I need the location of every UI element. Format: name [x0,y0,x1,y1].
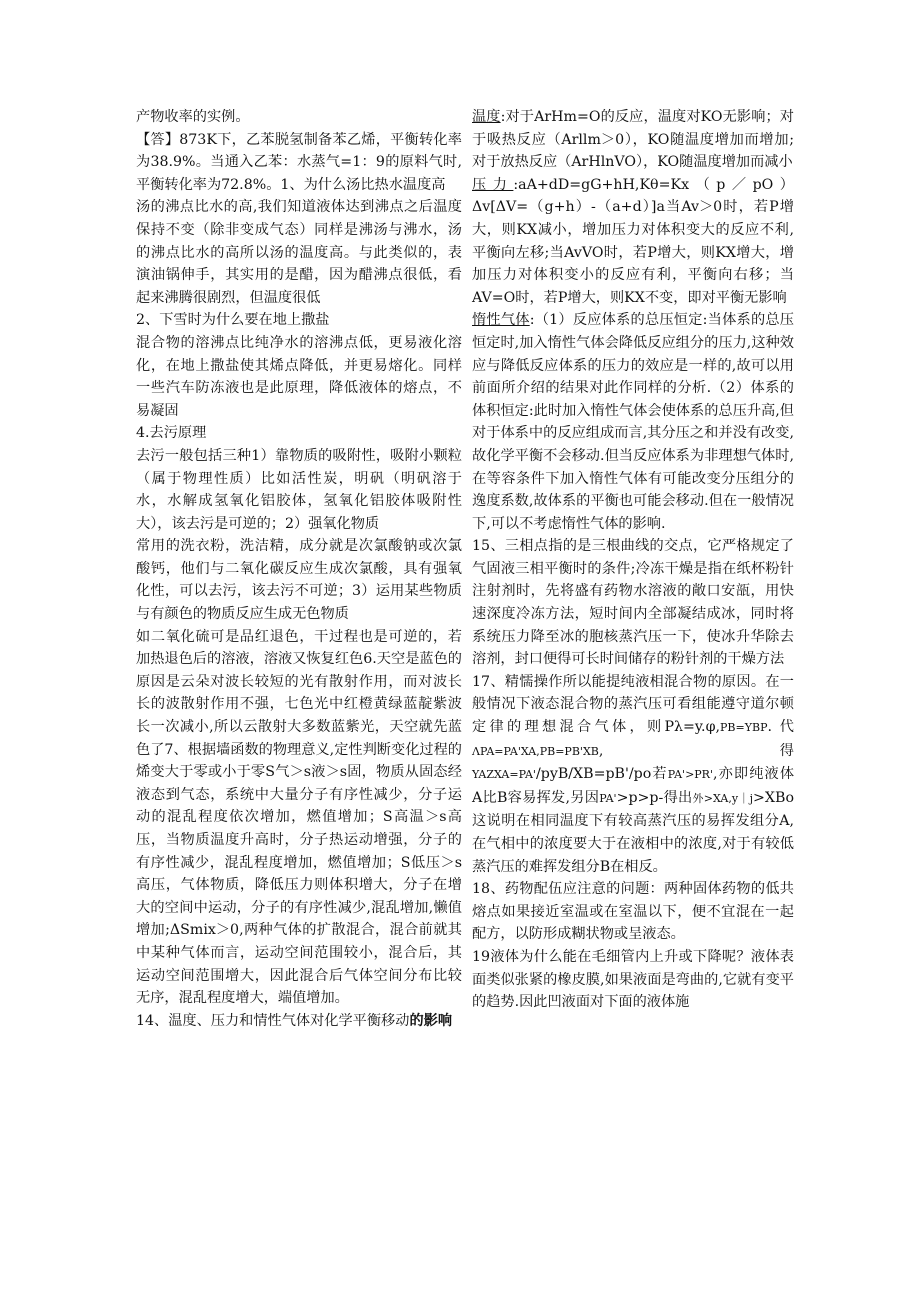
heading-decontamination: 4.去污原理 [136,425,207,442]
paragraph-decontamination-1: 去污一般包括三种1）靠物质的吸附性，吸附小颗粒（属于物理性质）比如活性炭，明矾（明矾溶于水，水解成氢氧化铝胶体，氢氧化铝胶体吸附性大），该去污是可逆的；2）强氧化物质 [136,447,462,532]
label-temperature: 温度 [472,109,501,125]
paragraph-salt: 混合物的溶沸点比纯净水的溶沸点低，更易液化溶化，在地上撒盐使其烯点降低，并更易熔化。同样一些汽车防冻液也是此原理，降低液体的熔点，不易凝固 [136,334,462,419]
formula-5: PA' [599,791,617,805]
formula-3: YAZXA=PA' [472,768,536,782]
formula-2: ΛPA=PA'XA,PB=PB'XB [472,744,599,758]
formula-1: PB=YBP [720,721,768,735]
heading-equilibrium-text: 14、温度、压力和情性气体对化学平衡移动 [136,1012,410,1029]
label-pressure: 压力 [472,176,514,193]
rectification-mid-6: >XBo这说明在相同温度下有较高蒸汽压的易挥发组分A,在气相中的浓度要大于在液相中的浓度,对于有较低蒸汽压的难挥发组分B在相反。 [472,789,794,875]
paragraph-answer [136,129,462,197]
rectification-text: 17、精懦操作所以能提纯液相混合物的原因。在一般情况下液态混合物的蒸汽压可看组能遵守道尔顿定律的理想混合气体，则Pλ=y.φ, [472,673,794,736]
heading-equilibrium-bold: 的影响 [409,1012,453,1029]
text-inert-gas: :（1）反应体系的总压恒定:当体系的总压恒定时,加入惰性气体会降低反应组分的压力,这种效应与降低反应体系的压力的效应是一样的,故可以用前面所介绍的结果对此作同样的分析.（2）体系的体积恒定:此时加入惰性气体会使体系的总压升高,但对于体系中的反应组成而言,其分压之和并没有改变,故化学平衡不会移动.但当反应体系为非理想气体时,在等容条件下加入惰性气体有可能改变分压组分的逸度系数,故体系的平衡也可能会移动.但在一般情况下,可以不考虑惰性气体的影响. [472,312,794,532]
rectification-mid-3: /pyB/XB=pB'/po若 [535,766,668,783]
paragraph-rectification [472,671,794,878]
left-column [136,106,462,1032]
paragraph-pressure [472,174,794,310]
formula-6: 外>XA,y｜j [692,791,754,805]
paragraph-temperature [472,106,794,174]
paragraph-drug-compatibility: 18、药物配伍应注意的问题：两种固体药物的低共熔点如果接近室温或在室温以下，便不宜混在一起配方，以防形成糊状物或呈液态。 [472,881,794,943]
paragraph-capillary: 19液体为什么能在毛细管内上升或下降呢？液体表面类似张紧的橡皮膜,如果液面是弯曲的,它就有变平的趋势.因此凹液面对下面的液体施 [472,948,794,1011]
rectification-mid-4: ,亦即纯液体A比B容易挥发,另因 [472,766,795,806]
text-temperature: :对于ArHm=O的反应，温度对KO无影响；对于吸热反应（Arllm＞0），KO随温度增加而增加;对于放热反应（ArHlnVO），KO随温度增加而减小 [472,109,794,171]
rectification-mid-1: . 代 [767,719,794,736]
paragraph-intro: 产物收率的实例。 [136,109,250,125]
heading-equilibrium [136,1010,462,1033]
formula-4: PA'>PR' [667,768,713,782]
answer-text: 873K下，乙苯脱氢制备苯乙烯，平衡转化率为38.9%。当通入乙苯：水蒸气=1：9的原料气时,平衡转化率为72.8%。1、为什么汤比热水温度高 [136,131,462,193]
paragraph-decontamination-2: 常用的洗衣粉，洗洁精，成分就是次氯酸钠或次氯酸钙，他们与二氧化碳反应生成次氯酸，具有强氧化性，可以去污，该去污不可逆；3）运用某些物质与有颜色的物质反应生成无色物质 [136,538,462,623]
text-pressure: :aA+dD=gG+hH,Kθ=Kx（p／pO）Δv[ΔV=（g+h）-（a+d）]a当Av＞0时，若P增大，则KX减小，增加压力对体积变大的反应不利,平衡向左移;当AvVO时，若P增大，则KX增大，增加压力对体积变小的反应有利，平衡向右移；当AV=O时，若P增大，则KX不变，即对平衡无影响 [472,176,794,306]
paragraph-sky-entropy: 如二氧化硫可是品红退色，干过程也是可逆的，若加热退色后的溶液，溶液又恢复红色6.天空是蓝色的原因是云朵对波长较短的光有散射作用，而对波长长的波散射作用不强，七色光中红橙黄绿蓝靛紫波长一次减小,所以云散射大多数蓝紫光，天空就先蓝色了7、根据墙函数的物理意义,定性判断变化过程的烯变大于零或小于零S气＞s液＞s固，物质从固态经液态到气态，系统中大量分子有序性减少，分子运动的混乱程度依次增加，燃值增加；S高温＞s高压，当物质温度升高时，分子热运动增强，分子的有序性减少，混乱程度增加，燃值增加；S低压＞s高压，气体物质，降低压力则体积增大，分子在增大的空间中运动，分子的有序性减少,混乱增加,懒值增加;ΔSmix＞0,两种气体的扩散混合，混合前就其中某种气体而言，运动空间范围较小，混合后，其运动空间范围增大，因此混合后气体空间分布比较无序，混乱程度增大，端值增加。 [136,628,462,1007]
paragraph-inert-gas [472,309,794,535]
right-column [472,106,794,1014]
rectification-mid-2: , 得 [598,742,794,759]
label-inert-gas: 惰性气体 [472,312,530,329]
answer-tag: 【答】 [136,131,180,148]
heading-salt: 2、下雪时为什么要在地上撒盐 [136,312,330,329]
paragraph-soup: 汤的沸点比水的高,我们知道液体达到沸点之后温度保持不变（除非变成气态）同样是沸汤与沸水，汤的沸点比水的高所以汤的温度高。与此类似的，表演油锅伸手，其实用的是醋，因为醋沸点很低，看起来沸腾很剧烈，但温度很低 [136,199,462,306]
rectification-mid-5: >p>p-得出 [616,789,693,806]
paragraph-triple-point: 15、三相点指的是三根曲线的交点，它严格规定了气固液三相平衡时的条件;冷冻干燥是指在纸杯粉针注射剂时，先将盛有药物水溶液的敞口安瓿，用快速深度冷冻方法，短时间内全部凝结成冰，同时将系统压力降至冰的胞核蒸汽压一下，使冰升华除去溶剂，封口便得可长时间储存的粉针剂的干燥方法 [472,538,794,668]
